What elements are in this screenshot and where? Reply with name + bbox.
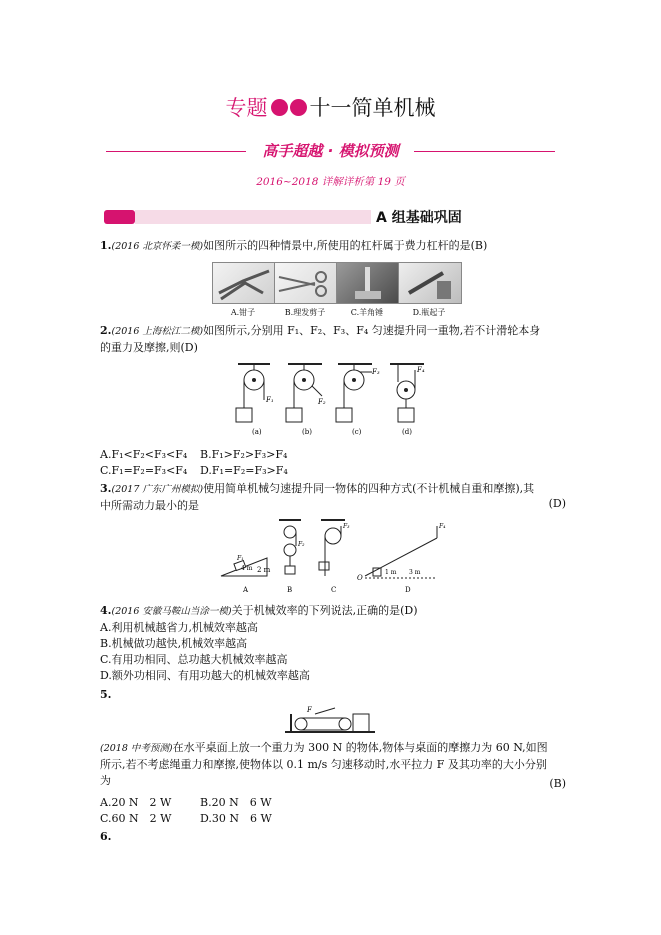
q5-text-a: 在水平桌面上放一个重力为 300 N 的物体,物体与桌面的摩擦力为 60 N,如图 (172, 741, 548, 754)
claw-hammer-image (336, 262, 400, 304)
caption-a: A.钳子 (230, 308, 256, 317)
q1-source: (2016 北京怀柔一模) (111, 241, 204, 252)
q4-option-d[interactable]: D.额外功相同、有用功越大的机械效率越高 (100, 669, 310, 682)
section-bar (135, 210, 371, 224)
fig-label-b: (b) (302, 428, 312, 436)
force-f1: F₁ (266, 396, 274, 404)
question-3 (100, 481, 566, 514)
question-1 (100, 238, 566, 255)
q3-answer: (D) (548, 497, 566, 510)
q5-source: (2018 中考预测) (100, 743, 173, 754)
pulley-d (390, 364, 425, 436)
q2-option-c[interactable]: C.F₁=F₂=F₃<F₄ (100, 464, 188, 477)
force-f4: F₄ (417, 366, 425, 374)
q2-option-b[interactable]: B.F₁>F₂>F₃>F₄ (200, 448, 288, 461)
dim-3m: 3 m (409, 569, 421, 576)
q5-option-b[interactable]: B.20 N 6 W (200, 796, 272, 809)
q5-text-b: 所示,若不考虑绳重力和摩擦,使物体以 0.1 m/s 匀速移动时,水平拉力 F 及其功率的大小分别 (100, 758, 547, 771)
banner: 高手超越 · 模拟预测 (262, 142, 399, 160)
question-5-number: 5. (100, 688, 112, 701)
pulley-figure (230, 360, 430, 440)
page-title (0, 92, 661, 122)
dim-1m: 1 m (385, 569, 397, 576)
q4-option-b[interactable]: B.机械做功越快,机械效率越高 (100, 637, 248, 650)
q5-option-d[interactable]: D.30 N 6 W (200, 812, 272, 825)
q5-answer: (B) (549, 777, 566, 790)
fig-label-c: (c) (352, 428, 362, 436)
fig-label-a: (a) (252, 428, 262, 436)
q2-option-d[interactable]: D.F₁=F₂=F₃>F₄ (200, 464, 288, 477)
pulley-table-figure (285, 704, 377, 734)
force-f3: F₃ (372, 368, 380, 376)
machine-figure (215, 518, 455, 598)
q4-text: 关于机械效率的下列说法,正确的是(D) (231, 604, 418, 617)
q4-number: 4. (100, 604, 112, 617)
question-6-number: 6. (100, 830, 112, 843)
incline-a (221, 555, 271, 594)
bottle-opener-image (398, 262, 462, 304)
q3-source: (2017 广东广州模拟) (111, 484, 204, 495)
svg-text:F₁: F₁ (237, 555, 244, 562)
caption-b: B.理发剪子 (284, 308, 326, 317)
lever-d (357, 523, 446, 594)
question-4 (100, 603, 566, 620)
pulley-block-b (279, 520, 305, 594)
force-f: F (307, 706, 312, 714)
force-f2: F₂ (318, 398, 326, 406)
q1-text: 如图所示的四种情景中,所使用的杠杆属于费力杠杆的是(B) (203, 239, 488, 252)
fig-label-D: D (405, 586, 411, 594)
group-title: A 组基础巩固 (376, 210, 462, 226)
q2-option-a[interactable]: A.F₁<F₂<F₃<F₄ (100, 448, 188, 461)
svg-text:F₄: F₄ (439, 523, 446, 530)
title-suffix: 十一简单机械 (309, 96, 436, 120)
q3-number: 3. (100, 482, 112, 495)
q3-text-b: 中所需动力最小的是 (100, 499, 199, 512)
fig-label-d: (d) (402, 428, 412, 436)
caption-d: D.瓶起子 (412, 308, 446, 317)
fig-label-A: A (243, 586, 249, 594)
q1-number: 1. (100, 239, 112, 252)
pulley-c (336, 364, 380, 436)
q2-number: 2. (100, 324, 112, 337)
title-dots-icon (270, 97, 308, 121)
pivot-o: O (357, 574, 363, 582)
q5-option-c[interactable]: C.60 N 2 W (100, 812, 172, 825)
reference-link[interactable]: 2016~2018 详解详析第 19 页 (256, 176, 405, 188)
q4-source: (2016 安徽马鞍山当涂一模) (111, 606, 232, 617)
title-prefix: 专题 (225, 96, 268, 120)
q4-option-a[interactable]: A.利用机械越省力,机械效率越高 (100, 621, 258, 634)
fig-label-B: B (287, 586, 293, 594)
q2-source: (2016 上海松江二模) (111, 326, 204, 337)
svg-text:F₂: F₂ (298, 541, 305, 548)
pulley-c (319, 520, 350, 594)
section-marker (104, 210, 135, 224)
fig-label-C: C (331, 586, 337, 594)
q3-text-a: 使用简单机械匀速提升同一物体的四种方式(不计机械自重和摩擦),其 (203, 482, 535, 495)
pulley-b (286, 364, 326, 436)
question-2 (100, 323, 566, 356)
q5-text-c: 为 (100, 774, 111, 787)
pulley-a (236, 364, 274, 436)
question-5 (100, 740, 566, 789)
q2-text-b: 的重力及摩擦,则(D) (100, 341, 198, 354)
caption-c: C.羊角锤 (350, 308, 384, 317)
q4-option-c[interactable]: C.有用功相同、总功越大机械效率越高 (100, 653, 288, 666)
dim-2m: 2 m (257, 566, 271, 574)
svg-text:F₃: F₃ (343, 523, 350, 530)
scissors-image (274, 262, 338, 304)
pliers-image (212, 262, 276, 304)
q2-text-a: 如图所示,分别用 F₁、F₂、F₃、F₄ 匀速提升同一重物,若不计滑轮本身 (203, 324, 541, 337)
dim-4m: 4 m (241, 565, 253, 572)
q5-option-a[interactable]: A.20 N 2 W (100, 796, 172, 809)
